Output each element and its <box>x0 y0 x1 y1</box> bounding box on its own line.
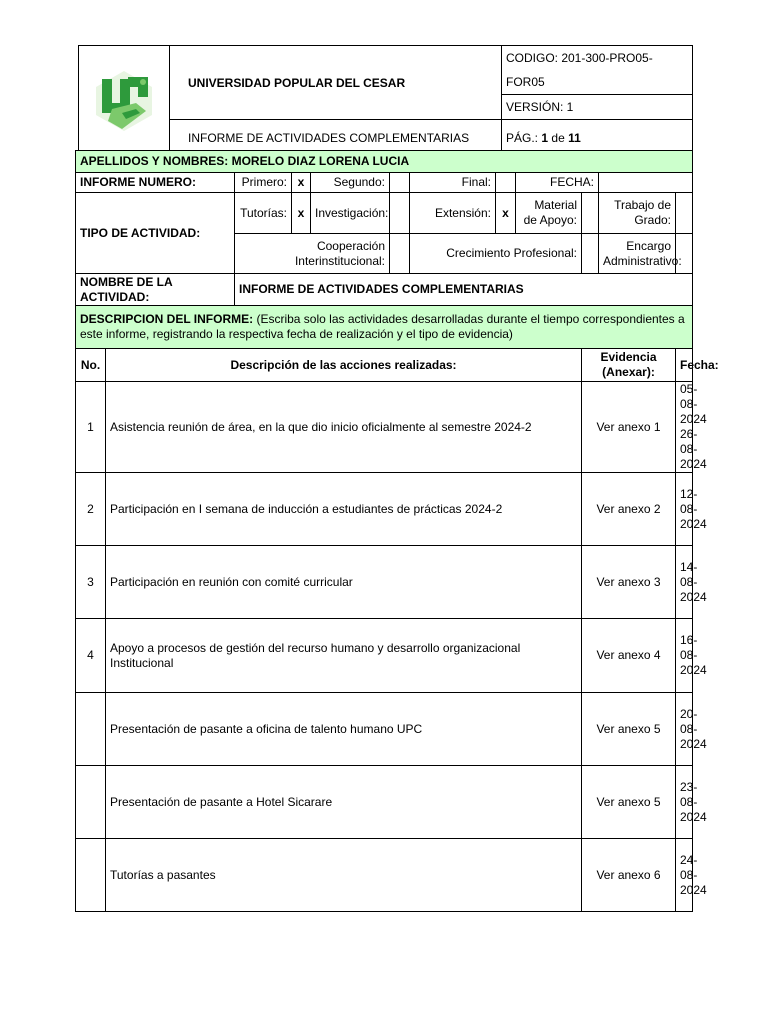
row-evidence: Ver anexo 3 <box>582 546 676 619</box>
page-number: PÁG.: 1 de 11 <box>502 120 693 157</box>
cooperacion-checkbox[interactable] <box>390 234 410 274</box>
row-evidence: Ver anexo 5 <box>582 766 676 839</box>
row-number: 3 <box>76 546 106 619</box>
row-description: Tutorías a pasantes <box>106 839 582 912</box>
row-evidence: Ver anexo 4 <box>582 619 676 693</box>
document-code: CODIGO: 201-300-PRO05-FOR05 <box>502 46 692 95</box>
row-number: 1 <box>76 382 106 473</box>
report-form <box>75 150 719 912</box>
university-name: UNIVERSIDAD POPULAR DEL CESAR <box>170 46 502 120</box>
primero-checkbox[interactable]: x <box>292 173 311 193</box>
row-date: 05-08-2024 26-08-2024 <box>676 382 693 473</box>
row-evidence: Ver anexo 2 <box>582 473 676 546</box>
extension-checkbox[interactable]: x <box>496 193 516 234</box>
table-row <box>76 839 693 912</box>
row-number: 4 <box>76 619 106 693</box>
table-row <box>76 619 693 693</box>
crecimiento-checkbox[interactable] <box>582 234 599 274</box>
row-description: Presentación de pasante a Hotel Sicarare <box>106 766 582 839</box>
row-evidence: Ver anexo 5 <box>582 693 676 766</box>
material-label: Material de Apoyo: <box>516 193 582 234</box>
row-description: Presentación de pasante a oficina de talento humano UPC <box>106 693 582 766</box>
row-date: 24-08-2024 <box>676 839 693 912</box>
row-number <box>76 839 106 912</box>
column-header-description: Descripción de las acciones realizadas: <box>106 349 582 382</box>
row-description: Participación en reunión con comité curricular <box>106 546 582 619</box>
report-number-label: INFORME NUMERO: <box>76 173 235 193</box>
row-evidence: Ver anexo 1 <box>582 382 676 473</box>
trabajo-label: Trabajo de Grado: <box>599 193 676 234</box>
column-header-date: Fecha: <box>676 349 693 382</box>
row-number <box>76 693 106 766</box>
description-label: DESCRIPCION DEL INFORME: <box>80 312 254 326</box>
description-note: (Escriba solo las actividades desarrolladas durante el tiempo correspondientes a este informe, registrando la respectiva fecha de realización y el tipo de evidencia) <box>80 312 685 341</box>
final-checkbox[interactable] <box>496 173 516 193</box>
extension-label: Extensión: <box>410 193 496 234</box>
activity-type-label: TIPO DE ACTIVIDAD: <box>76 193 235 274</box>
student-name: APELLIDOS Y NOMBRES: MORELO DIAZ LORENA LUCIA <box>76 151 693 173</box>
document-header <box>78 45 693 157</box>
investigacion-label: Investigación: <box>311 193 390 234</box>
fecha-label: FECHA: <box>516 173 599 193</box>
row-date: 20-08-2024 <box>676 693 693 766</box>
row-evidence: Ver anexo 6 <box>582 839 676 912</box>
row-date: 23-08-2024 <box>676 766 693 839</box>
row-date: 14-08-2024 <box>676 546 693 619</box>
upc-logo <box>92 69 156 133</box>
material-checkbox[interactable] <box>582 193 599 234</box>
tutorias-label: Tutorías: <box>235 193 292 234</box>
table-row <box>76 382 693 473</box>
table-row <box>76 693 693 766</box>
table-row <box>76 546 693 619</box>
row-description: Asistencia reunión de área, en la que dio inicio oficialmente al semestre 2024-2 <box>106 382 582 473</box>
cooperacion-label: Cooperación Interinstitucional: <box>235 234 390 274</box>
row-description: Participación en I semana de inducción a estudiantes de prácticas 2024-2 <box>106 473 582 546</box>
encargo-label: Encargo Administrativo: <box>599 234 676 274</box>
fecha-field[interactable] <box>599 173 693 193</box>
row-date: 16-08-2024 <box>676 619 693 693</box>
activity-name-label: NOMBRE DE LA ACTIVIDAD: <box>76 274 235 306</box>
row-description: Apoyo a procesos de gestión del recurso humano y desarrollo organizacional Institucional <box>106 619 582 693</box>
logo-cell <box>79 46 170 157</box>
segundo-checkbox[interactable] <box>390 173 410 193</box>
description-header <box>76 306 693 349</box>
column-header-evidence: Evidencia (Anexar): <box>582 349 676 382</box>
document-title: INFORME DE ACTIVIDADES COMPLEMENTARIAS <box>170 120 502 157</box>
column-header-no: No. <box>76 349 106 382</box>
segundo-label: Segundo: <box>311 173 390 193</box>
row-number <box>76 766 106 839</box>
crecimiento-label: Crecimiento Profesional: <box>410 234 582 274</box>
final-label: Final: <box>410 173 496 193</box>
code-cell <box>502 46 693 120</box>
investigacion-checkbox[interactable] <box>390 193 410 234</box>
table-row <box>76 473 693 546</box>
table-row <box>76 766 693 839</box>
row-date: 12-08-2024 <box>676 473 693 546</box>
tutorias-checkbox[interactable]: x <box>292 193 311 234</box>
document-version: VERSIÓN: 1 <box>506 100 574 114</box>
activity-name-value: INFORME DE ACTIVIDADES COMPLEMENTARIAS <box>235 274 693 306</box>
primero-label: Primero: <box>235 173 292 193</box>
row-number: 2 <box>76 473 106 546</box>
trabajo-checkbox[interactable] <box>676 193 693 234</box>
